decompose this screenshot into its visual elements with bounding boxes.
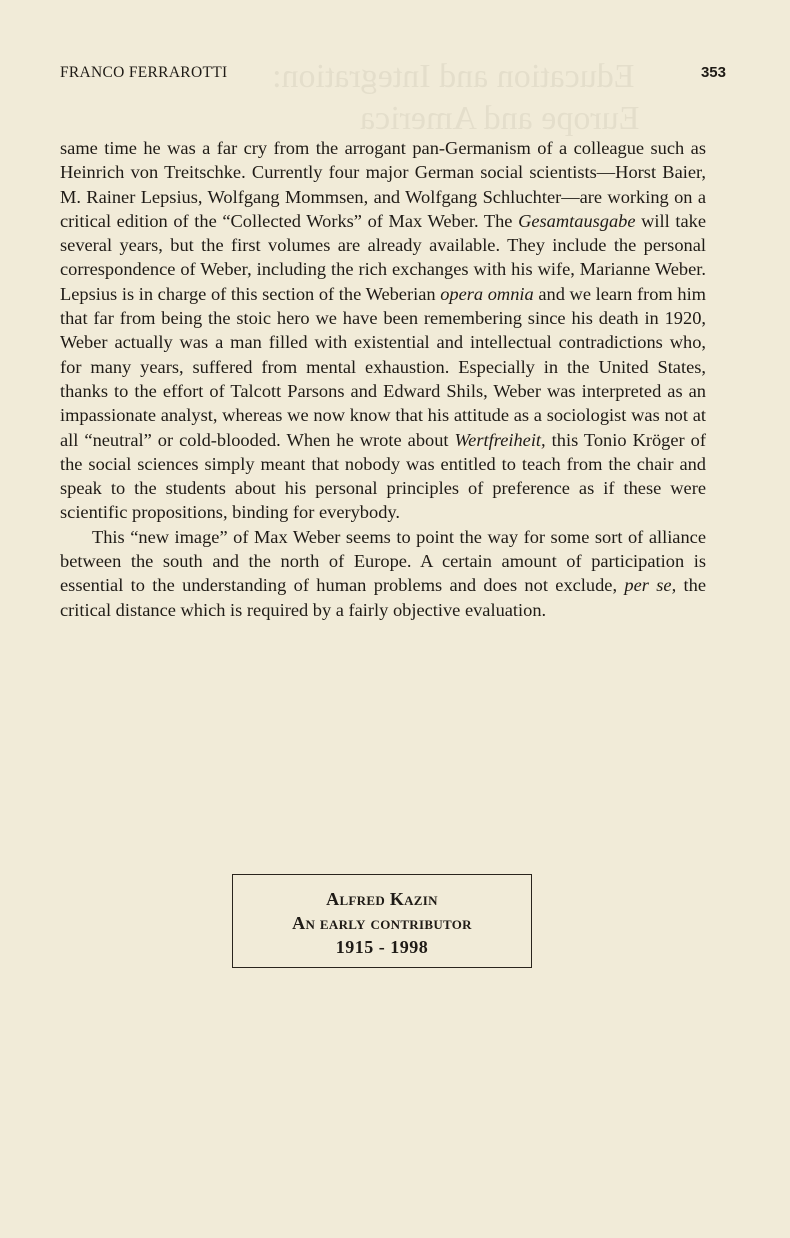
text-run: this Tonio Kröger of the social sciences simply meant that nobody was entitled to teach from the chair and speak to the students about his personal principles of preference as if these were scientific propositions, binding for everybody.: [60, 429, 706, 523]
tribute-box: [232, 874, 532, 968]
text-run: and we learn from him that far from being the stoic hero we have been remembering since his death in 1920, Weber actually was a man filled with existential and intellectual contradictions who, for many years, suffered from mental exhaustion. Especially in the United States, thanks to the effort of Talcott Parsons and Edward Shils, Weber was interpreted as an impassionate analyst, whereas we now know that his attitude as a sociologist was not at all “neutral” or cold-blooded. When he wrote about: [60, 283, 706, 450]
page-number: 353: [700, 64, 726, 81]
italic-run: Wertfreiheit,: [454, 429, 546, 450]
italic-run: per se,: [624, 575, 677, 596]
running-head: [60, 64, 726, 82]
text-run: same time he was a far cry from the arrogant pan-Germanism of a colleague such as Heinrich von Treitschke. Currently four major German social scientists—Horst Baier, M. Rainer Lepsius, Wolfgang Mommsen, and Wolfgang Schluchter—are working on a critical edition of the “Collected Works” of Max Weber. The: [60, 138, 706, 231]
running-head-author: FRANCO FERRAROTTI: [60, 64, 228, 81]
italic-run: opera omnia: [440, 283, 534, 304]
tribute-years: 1915 - 1998: [335, 937, 429, 957]
paragraph: [60, 136, 706, 525]
paragraph: [60, 525, 706, 622]
tribute-name: Alfred Kazin: [326, 889, 438, 909]
bleed-through-title-2: Europe and America: [360, 100, 640, 137]
italic-run: Gesamtausgabe: [518, 210, 636, 231]
text-run: the critical distance which is required by a fairly objective evaluation.: [60, 575, 706, 620]
body-text: [60, 136, 706, 622]
text-run: This “new image” of Max Weber seems to point the way for some sort of alliance between the south and the north of Europe. A certain amount of participation is essential to the understanding of human problems and does not exclude,: [60, 526, 706, 596]
bleed-through-title-1: Education and Integration:: [272, 58, 635, 95]
tribute-subtitle: An early contributor: [292, 913, 472, 933]
text-run: will take several years, but the first volumes are already available. They include the personal correspondence of Weber, including the rich exchanges with his wife, Marianne Weber. Lepsius is in charge of this section of the Weberian: [60, 210, 706, 304]
